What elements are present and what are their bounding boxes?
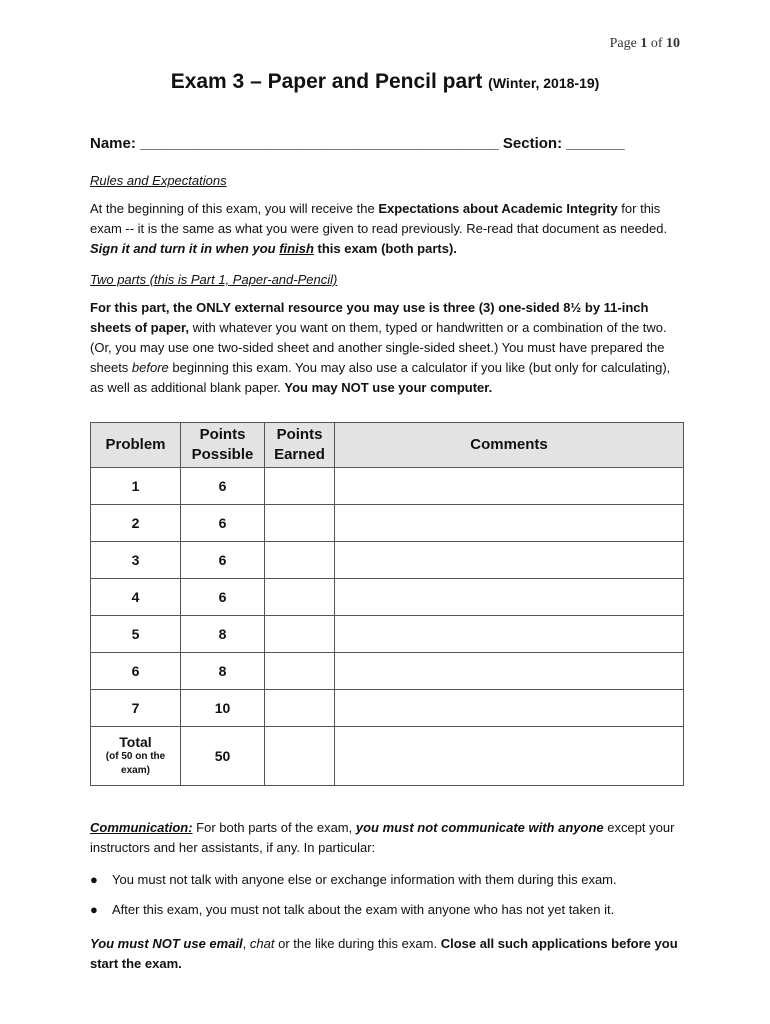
section-blank: _______ — [566, 135, 625, 152]
possible-cell: 6 — [181, 542, 265, 579]
table-row — [91, 579, 684, 616]
total-possible-cell: 50 — [181, 727, 265, 786]
parts-paragraph: For this part, the ONLY external resource you may use is three (3) one-sided 8½ by 11-inch sheets of paper, with whatever you want on them, typed or handwritten or a combination of the two. (Or, you may use one two-sided sheet and another single-sided sheet.) You must have prepared the sheets before beginning this exam. You may also use a calculator if you like (but only for calculating), as well as additional blank paper. You may NOT use your computer. — [90, 300, 671, 395]
comments-cell[interactable] — [335, 690, 684, 727]
problem-cell: 4 — [91, 579, 181, 616]
parts-heading: Two parts (this is Part 1, Paper-and-Pencil) — [90, 272, 338, 287]
earned-cell[interactable] — [265, 505, 335, 542]
table-row — [91, 468, 684, 505]
table-row — [91, 690, 684, 727]
possible-cell: 8 — [181, 616, 265, 653]
total-earned-cell[interactable] — [265, 727, 335, 786]
possible-cell: 6 — [181, 468, 265, 505]
comments-cell[interactable] — [335, 653, 684, 690]
section-label: Section: — [502, 135, 563, 152]
table-row — [91, 616, 684, 653]
comments-cell[interactable] — [335, 616, 684, 653]
comments-cell[interactable] — [335, 542, 684, 579]
possible-cell: 8 — [181, 653, 265, 690]
name-blank: ___________________________________________ — [140, 135, 499, 152]
table-row — [91, 653, 684, 690]
communication-bullets — [90, 870, 680, 920]
table-row — [91, 505, 684, 542]
comments-cell[interactable] — [335, 579, 684, 616]
possible-cell: 6 — [181, 579, 265, 616]
problem-cell: 1 — [91, 468, 181, 505]
problem-cell: 7 — [91, 690, 181, 727]
rules-paragraph: At the beginning of this exam, you will receive the Expectations about Academic Integrity for this exam -- it is the same as what you were given to read previously. Re-read that document as needed. Sign it and turn it in when you finish this exam (both parts). — [90, 201, 668, 256]
communication-paragraph: Communication: For both parts of the exam, you must not communicate with anyone except your instructors and her assistants, if any. In particular: — [90, 820, 675, 855]
earned-cell[interactable] — [265, 579, 335, 616]
rules-section — [90, 171, 680, 259]
earned-cell[interactable] — [265, 690, 335, 727]
list-item: ● You must not talk with anyone else or exchange information with them during this exam. — [90, 870, 680, 890]
earned-cell[interactable] — [265, 542, 335, 579]
parts-section — [90, 270, 680, 398]
header-points-possible: Points Possible — [181, 423, 265, 468]
header-comments: Comments — [335, 423, 684, 468]
name-label: Name: — [90, 135, 136, 152]
page-number: Page 1 of 10 — [609, 36, 680, 51]
possible-cell: 10 — [181, 690, 265, 727]
communication-section — [90, 818, 680, 930]
bullet-icon: ● — [90, 902, 98, 917]
comments-cell[interactable] — [335, 468, 684, 505]
problem-cell: 6 — [91, 653, 181, 690]
earned-cell[interactable] — [265, 468, 335, 505]
comments-cell[interactable] — [335, 505, 684, 542]
problem-cell: 2 — [91, 505, 181, 542]
header-problem: Problem — [91, 423, 181, 468]
table-header-row — [91, 423, 684, 468]
table-row — [91, 542, 684, 579]
bullet-icon: ● — [90, 872, 98, 887]
earned-cell[interactable] — [265, 616, 335, 653]
total-row — [91, 727, 684, 786]
page-title: Exam 3 – Paper and Pencil part (Winter, 2018-19) — [170, 70, 600, 93]
name-section-line — [90, 135, 625, 152]
score-table — [90, 422, 684, 786]
problem-cell: 3 — [91, 542, 181, 579]
closing-section — [90, 934, 680, 974]
earned-cell[interactable] — [265, 653, 335, 690]
rules-heading: Rules and Expectations — [90, 173, 227, 188]
list-item: ● After this exam, you must not talk about the exam with anyone who has not yet taken it. — [90, 900, 680, 920]
total-label-cell: Total (of 50 on the exam) — [91, 727, 181, 786]
closing-paragraph: You must NOT use email, chat or the like during this exam. Close all such applications before you start the exam. — [90, 936, 678, 971]
total-comments-cell[interactable] — [335, 727, 684, 786]
possible-cell: 6 — [181, 505, 265, 542]
problem-cell: 5 — [91, 616, 181, 653]
header-points-earned: Points Earned — [265, 423, 335, 468]
